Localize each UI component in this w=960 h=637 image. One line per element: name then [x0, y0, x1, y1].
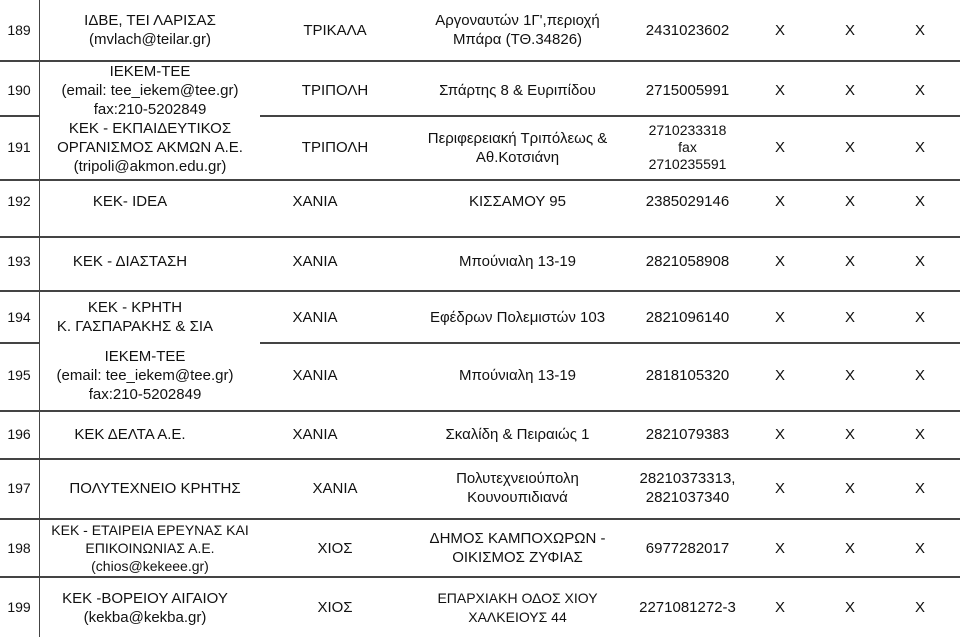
address-cell: Πολυτεχνειούπολη Κουνουπιδιανά — [456, 470, 579, 506]
organization-cell: ΙΕΚΕΜ-ΤΕΕ (email: tee_iekem@tee.gr) fax:210-5202849 — [61, 62, 239, 118]
city-cell: ΧΑΝΙΑ — [292, 308, 338, 326]
mark-cell: X — [844, 193, 855, 210]
organization-cell: ΠΟΛΥΤΕΧΝΕΙΟ ΚΡΗΤΗΣ — [69, 479, 241, 497]
phone-cell: 6977282017 — [645, 539, 730, 557]
row-number: 197 — [7, 479, 31, 496]
mark-cell: X — [774, 308, 785, 326]
mark-cell: X — [844, 308, 855, 326]
mark-cell: X — [914, 81, 925, 99]
mark-cell: X — [844, 599, 855, 616]
city-cell: ΧΙΟΣ — [317, 539, 353, 557]
address-cell: Αργοναυτών 1Γ',περιοχή Μπάρα (ΤΘ.34826) — [435, 12, 600, 48]
address-cell: ΕΠΑΡΧΙΑΚΗ ΟΔΟΣ ΧΙΟΥ ΧΑΛΚΕΙΟΥΣ 44 — [437, 589, 598, 625]
organization-cell: ΙΕΚΕΜ-ΤΕΕ (email: tee_iekem@tee.gr) fax:210-5202849 — [56, 347, 234, 403]
organization-cell: ΙΔΒΕ, ΤΕΙ ΛΑΡΙΣΑΣ (mvlach@teilar.gr) — [84, 12, 216, 48]
mark-cell: X — [774, 139, 785, 156]
address-cell: Σκαλίδη & Πειραιώς 1 — [445, 425, 590, 443]
row-number: 199 — [7, 599, 31, 615]
table-row — [0, 0, 960, 60]
address-cell: Σπάρτης 8 & Ευριπίδου — [439, 81, 596, 99]
row-number: 194 — [7, 308, 31, 325]
organization-cell: ΚΕΚ - ΔΙΑΣΤΑΣΗ — [72, 252, 188, 270]
mark-cell: X — [914, 193, 925, 210]
table-row — [0, 292, 960, 342]
phone-cell: 2821079383 — [645, 425, 730, 443]
city-cell: ΧΑΝΙΑ — [312, 479, 358, 497]
city-cell: ΧΙΟΣ — [317, 599, 353, 616]
column-divider — [39, 0, 40, 637]
mark-cell: X — [774, 479, 785, 497]
organization-cell: ΚΕΚ- IDEA — [92, 193, 168, 210]
organization-cell: ΚΕΚ -ΒΟΡΕΙΟΥ ΑΙΓΑΙΟΥ (kekba@kekba.gr) — [62, 589, 228, 626]
address-cell: ΔΗΜΟΣ ΚΑΜΠΟΧΩΡΩΝ - ΟΙΚΙΣΜΟΣ ΖΥΦΙΑΣ — [429, 530, 606, 566]
mark-cell: X — [774, 81, 785, 99]
mark-cell: X — [914, 425, 925, 443]
row-number: 195 — [7, 366, 31, 383]
mark-cell: X — [844, 139, 855, 156]
mark-cell: X — [774, 599, 785, 616]
table-row — [0, 578, 960, 637]
address-cell: Περιφερειακή Τριπόλεως & Αθ.Κοτσιάνη — [427, 129, 608, 166]
mark-cell: X — [844, 252, 855, 270]
table-row — [0, 238, 960, 284]
row-number: 191 — [7, 139, 31, 155]
table-row — [0, 116, 960, 179]
table-row — [0, 520, 960, 576]
address-cell: Μπούνιαλη 13-19 — [458, 366, 577, 384]
city-cell: ΧΑΝΙΑ — [292, 366, 338, 384]
phone-cell: 2385029146 — [645, 193, 730, 210]
mark-cell: X — [774, 366, 785, 384]
mark-cell: X — [844, 366, 855, 384]
phone-cell: 2821058908 — [645, 252, 730, 270]
mark-cell: X — [774, 425, 785, 443]
row-number: 192 — [7, 193, 31, 209]
city-cell: ΤΡΙΚΑΛΑ — [303, 21, 367, 39]
mark-cell: X — [774, 21, 785, 39]
mark-cell: X — [774, 193, 785, 210]
mark-cell: X — [844, 425, 855, 443]
mark-cell: X — [914, 539, 925, 557]
mark-cell: X — [914, 21, 925, 39]
mark-cell: X — [914, 252, 925, 270]
mark-cell: X — [844, 479, 855, 497]
address-cell: Εφέδρων Πολεμιστών 103 — [429, 308, 606, 326]
phone-cell: 2818105320 — [645, 366, 730, 384]
mark-cell: X — [774, 252, 785, 270]
row-number: 196 — [7, 425, 31, 442]
phone-cell: 2821096140 — [645, 308, 730, 326]
organization-cell: ΚΕΚ ΔΕΛΤΑ Α.Ε. — [74, 425, 186, 443]
city-cell: ΧΑΝΙΑ — [292, 252, 338, 270]
phone-cell: 2431023602 — [645, 21, 730, 39]
organization-cell: ΚΕΚ - ΚΡΗΤΗ Κ. ΓΑΣΠΑΡΑΚΗΣ & ΣΙΑ — [56, 299, 214, 335]
table-row — [0, 412, 960, 456]
address-cell: Μπούνιαλη 13-19 — [458, 252, 577, 270]
phone-cell: 28210373313, 2821037340 — [639, 470, 736, 506]
mark-cell: X — [914, 139, 925, 156]
mark-cell: X — [914, 479, 925, 497]
row-number: 189 — [7, 21, 31, 38]
mark-cell: X — [914, 308, 925, 326]
mark-cell: X — [844, 21, 855, 39]
row-number: 198 — [7, 539, 31, 556]
table-row — [0, 460, 960, 516]
table-row — [0, 344, 960, 406]
city-cell: ΧΑΝΙΑ — [292, 193, 338, 210]
mark-cell: X — [774, 539, 785, 557]
table-row — [0, 62, 960, 118]
mark-cell: X — [844, 81, 855, 99]
table-row — [0, 181, 960, 222]
phone-cell: 2715005991 — [645, 81, 730, 99]
row-number: 190 — [7, 81, 31, 98]
mark-cell: X — [914, 366, 925, 384]
phone-cell: 2271081272-3 — [639, 599, 736, 616]
phone-cell: 2710233318 fax 2710235591 — [648, 122, 727, 172]
row-number: 193 — [7, 252, 31, 269]
organization-cell: ΚΕΚ - ΕΤΑΙΡΕΙΑ ΕΡΕΥΝΑΣ ΚΑΙ ΕΠΙΚΟΙΝΩΝΙΑΣ Α.Ε. (chios@kekeee.gr) — [51, 522, 249, 574]
city-cell: ΤΡΙΠΟΛΗ — [301, 139, 369, 156]
city-cell: ΧΑΝΙΑ — [292, 425, 338, 443]
city-cell: ΤΡΙΠΟΛΗ — [301, 81, 369, 99]
mark-cell: X — [844, 539, 855, 557]
organization-cell: ΚΕΚ - ΕΚΠΑΙΔΕΥΤΙΚΟΣ ΟΡΓΑΝΙΣΜΟΣ ΑΚΜΩΝ Α.Ε. (tripoli@akmon.edu.gr) — [57, 120, 243, 175]
mark-cell: X — [914, 599, 925, 616]
address-cell: ΚΙΣΣΑΜΟΥ 95 — [469, 193, 566, 210]
